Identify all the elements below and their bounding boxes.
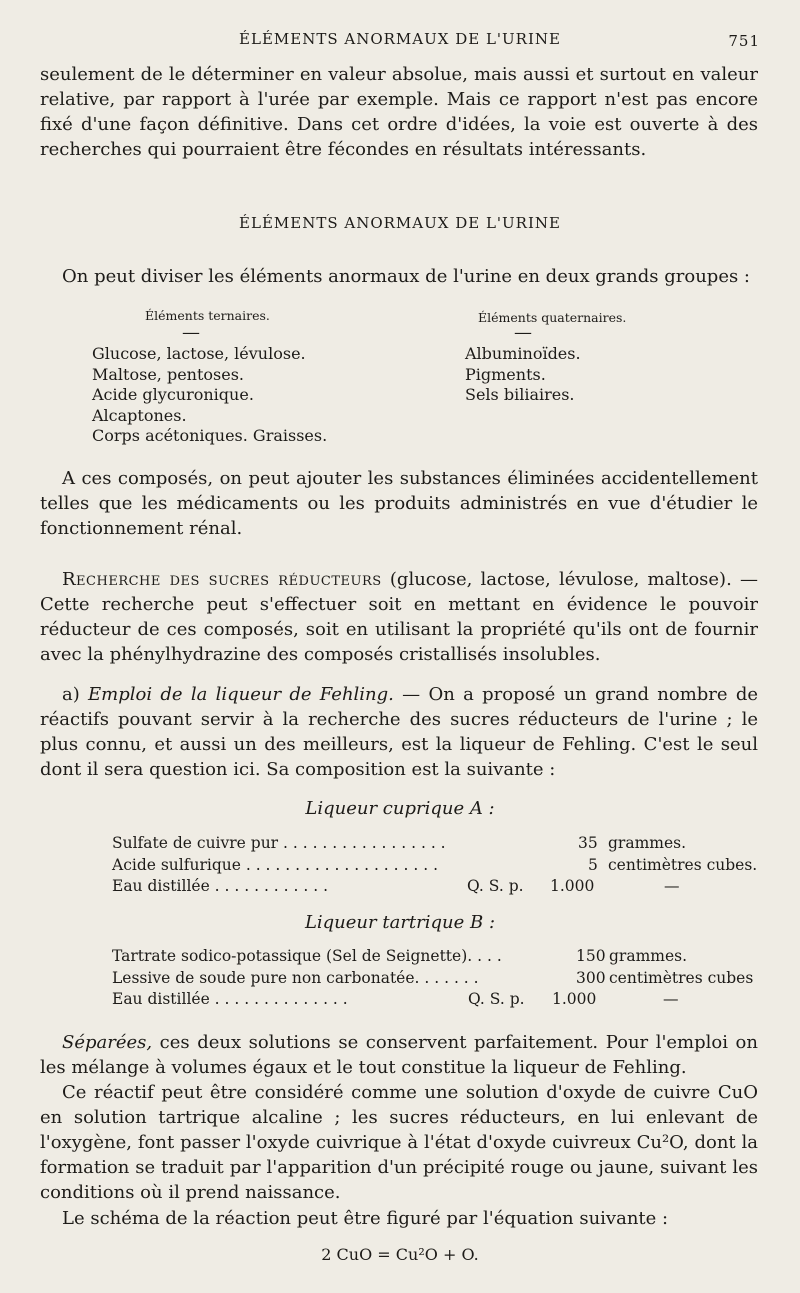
ingredient-qsp: Q. S. p. [467,877,524,895]
ternary-dash: — [182,322,200,343]
reagent-paragraph: Ce réactif peut être considéré comme une solution d'oxyde de cuivre CuO en solution tartrique alcaline ; les sucres réducteurs, en lui enlevant de l'oxygène, font passer l'oxyde cuivrique à l'état d'oxyde cuivreux Cu²O, dont la formation se traduit par l'apparition d'un précipité rouge ou jaune, suivant les conditions où il prend naissance. [40,1082,758,1203]
recipe-row [112,834,772,855]
ternary-heading: Éléments ternaires. [145,308,270,323]
list-item: Corps acétoniques. Graisses. [92,426,328,445]
ingredient-amount: 1.000 [550,877,595,895]
ingredient-unit: grammes. [609,947,688,965]
additional-paragraph: A ces composés, on peut ajouter les substances éliminées accidentellement telles que les médicaments ou les produits administrés en vue d'étudier le fonctionnement rénal. [40,468,758,539]
ingredient-amount: 300 [576,969,606,987]
recipe-row [112,856,772,877]
ingredient-unit: centimètres cubes. [608,856,758,874]
page-number: 751 [728,32,760,50]
quaternary-heading: Éléments quaternaires. [478,310,627,325]
separate-text: ces deux solutions se conservent parfaitement. Pour l'emploi on les mélange à volumes égaux et le tout constitue la liqueur de Fehling. [40,1032,758,1078]
list-item: Maltose, pentoses. [92,364,245,384]
quaternary-dash: — [514,322,532,343]
reducing-sugars-paragraph [40,567,758,667]
ternary-list [92,344,327,447]
list-item: Pigments. [465,364,546,384]
division-block [40,264,758,289]
additional-block [40,466,758,541]
quaternary-list [465,344,581,406]
ingredient-name: Acide sulfurique . . . . . . . . . . . . . . . . . . . . [112,856,438,874]
reagent-block [40,1080,758,1205]
separate-lead: Séparées, [62,1032,153,1053]
reducing-sugars-text: (glucose, lactose, lévulose, maltose). — Cette recherche peut s'effectuer soit en mettant en évidence le pouvoir réducteur de ces composés, soit en utilisant la propriété qu'ils ont de fournir avec la phénylhydrazine des composés cristallisés insolubles. [40,569,758,665]
ingredient-unit: grammes. [608,834,687,852]
ingredient-name: Tartrate sodico-potassique (Sel de Seignette). . . . [112,947,502,965]
ingredient-amount: 1.000 [552,990,597,1008]
fehling-prefix: a) [62,684,89,705]
reducing-sugars-block [40,567,758,667]
liqueur-cuprique-title: Liqueur cuprique A : [305,798,495,819]
list-item: Alcaptones. [92,405,187,425]
ingredient-unit: — [663,990,679,1008]
running-title: ÉLÉMENTS ANORMAUX DE L'URINE [239,30,561,48]
ingredient-unit: — [664,877,680,895]
liqueur-tartrique-title: Liqueur tartrique B : [304,912,496,933]
separate-block [40,1030,758,1080]
recipe-row [112,990,772,1011]
schema-sentence: Le schéma de la réaction peut être figuré par l'équation suivante : [62,1208,669,1229]
section-title: ÉLÉMENTS ANORMAUX DE L'URINE [239,214,561,232]
ingredient-name: Eau distillée . . . . . . . . . . . . . . [112,990,348,1008]
ingredient-amount: 35 [578,834,598,852]
ingredient-amount: 150 [576,947,606,965]
recipe-row [112,947,772,968]
recipe-row [112,969,772,990]
ingredient-name: Lessive de soude pure non carbonatée. . . . . . . [112,969,479,987]
ingredient-name: Sulfate de cuivre pur . . . . . . . . . . . . . . . . . [112,834,446,852]
fehling-paragraph [40,682,758,782]
recipe-row [112,877,772,898]
ingredient-name: Eau distillée . . . . . . . . . . . . [112,877,328,895]
reducing-sugars-heading: Recherche des sucres réducteurs [62,569,382,590]
division-sentence: On peut diviser les éléments anormaux de l'urine en deux grands groupes : [62,266,750,287]
intro-paragraph-block [40,62,758,162]
ingredient-unit: centimètres cubes [609,969,754,987]
fehling-title: Emploi de la liqueur de Fehling. [88,684,394,705]
ingredient-qsp: Q. S. p. [468,990,525,1008]
separate-paragraph [40,1030,758,1080]
intro-paragraph: seulement de le déterminer en valeur absolue, mais aussi et surtout en valeur relative, par rapport à l'urée par exemple. Mais ce rapport n'est pas encore fixé d'une façon définitive. Dans cet ordre d'idées, la voie est ouverte à des recherches qui pourraient être fécondes en résultats intéressants. [40,64,758,160]
list-item: Sels biliaires. [465,385,575,404]
list-item: Albuminoïdes. [465,344,581,363]
ingredient-amount: 5 [588,856,598,874]
schema-block [40,1206,758,1231]
running-header [0,24,800,52]
list-item: Acide glycuronique. [92,385,254,404]
fehling-text: — On a proposé un grand nombre de réactifs pouvant servir à la recherche des sucres réducteurs de l'urine ; le plus connu, et aussi un des meilleurs, est la liqueur de Fehling. C'est le seul dont il sera question ici. Sa composition est la suivante : [40,684,758,780]
list-item: Glucose, lactose, lévulose. [92,344,306,363]
reaction-equation: 2 CuO = Cu²O + O. [321,1245,479,1264]
fehling-block [40,682,758,782]
